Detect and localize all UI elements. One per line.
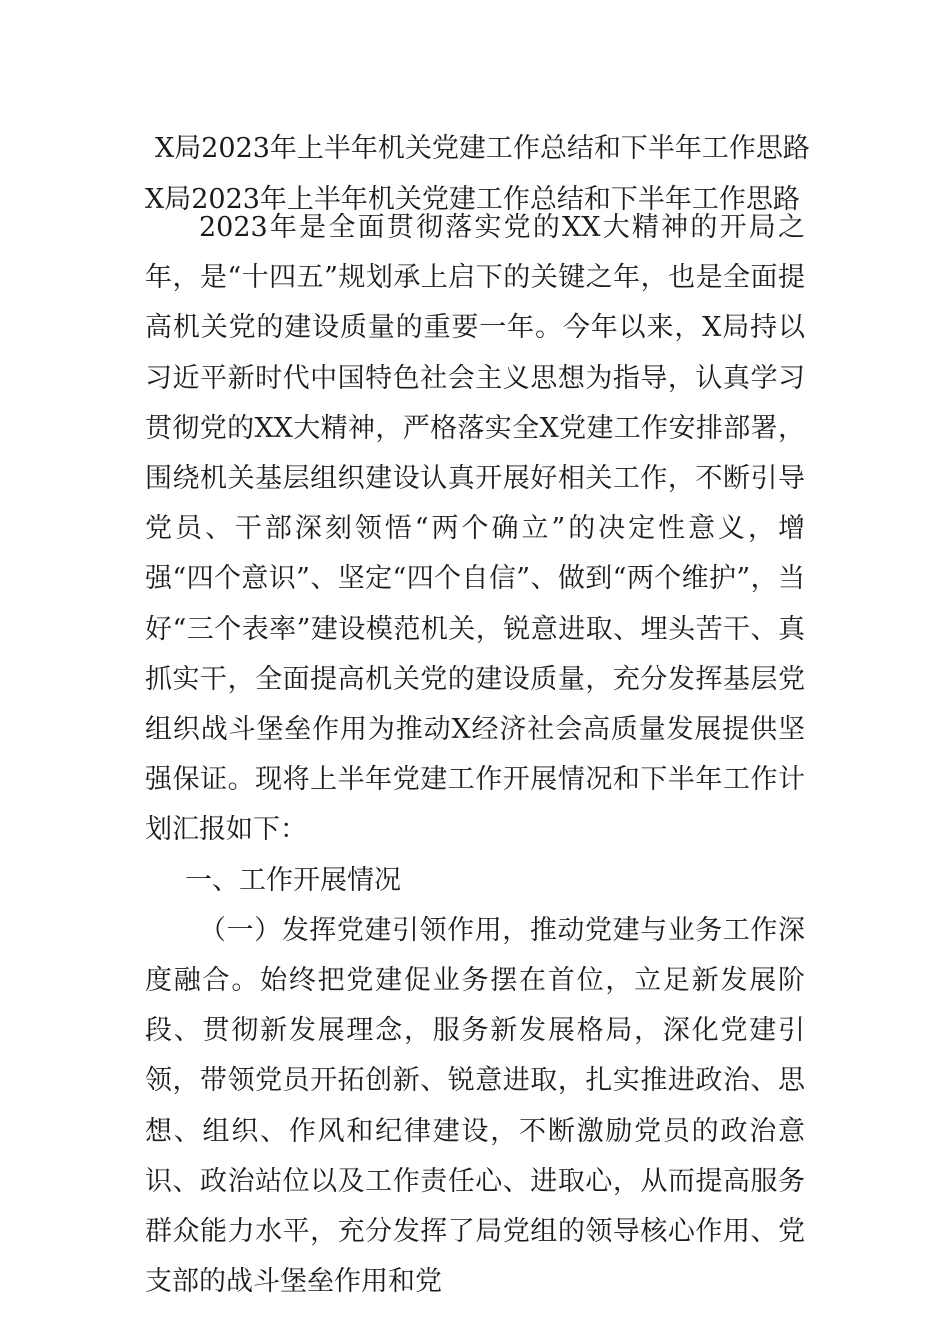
document-body bbox=[145, 203, 805, 1307]
document-title-line-2: X局2023年上半年机关党建工作总结和下半年工作思路 bbox=[145, 184, 800, 215]
section-heading: 一、工作开展情况 bbox=[185, 864, 401, 896]
document-title-line-1: X局2023年上半年机关党建工作总结和下半年工作思路 bbox=[155, 133, 810, 164]
subsection-paragraph: （一）发挥党建引领作用，推动党建与业务工作深度融合。始终把党建促业务摆在首位，立足新发展阶段、贯彻新发展理念，服务新发展格局，深化党建引领，带领党员开拓创新、锐意进取，扎实推进政治、思想、组织、作风和纪律建设，不断激励党员的政治意识、政治站位以及工作责任心、进取心，从而提高服务群众能力水平，充分发挥了局党组的领导核心作用、党支部的战斗堡垒作用和党 bbox=[145, 914, 805, 1298]
intro-paragraph: 2023年是全面贯彻落实党的XX大精神的开局之年，是“十四五”规划承上启下的关键之年，也是全面提高机关党的建设质量的重要一年。今年以来，X局持以习近平新时代中国特色社会主义思想为指导，认真学习贯彻党的XX大精神，严格落实全X党建工作安排部署，围绕机关基层组织建设认真开展好相关工作，不断引导党员、干部深刻领悟“两个确立”的决定性意义，增强“四个意识”、坚定“四个自信”、做到“两个维护”，当好“三个表率”建设模范机关，锐意进取、埋头苦干、真抓实干，全面提高机关党的建设质量，充分发挥基层党组织战斗堡垒作用为推动X经济社会高质量发展提供坚强保证。现将上半年党建工作开展情况和下半年工作计划汇报如下： bbox=[145, 212, 805, 846]
